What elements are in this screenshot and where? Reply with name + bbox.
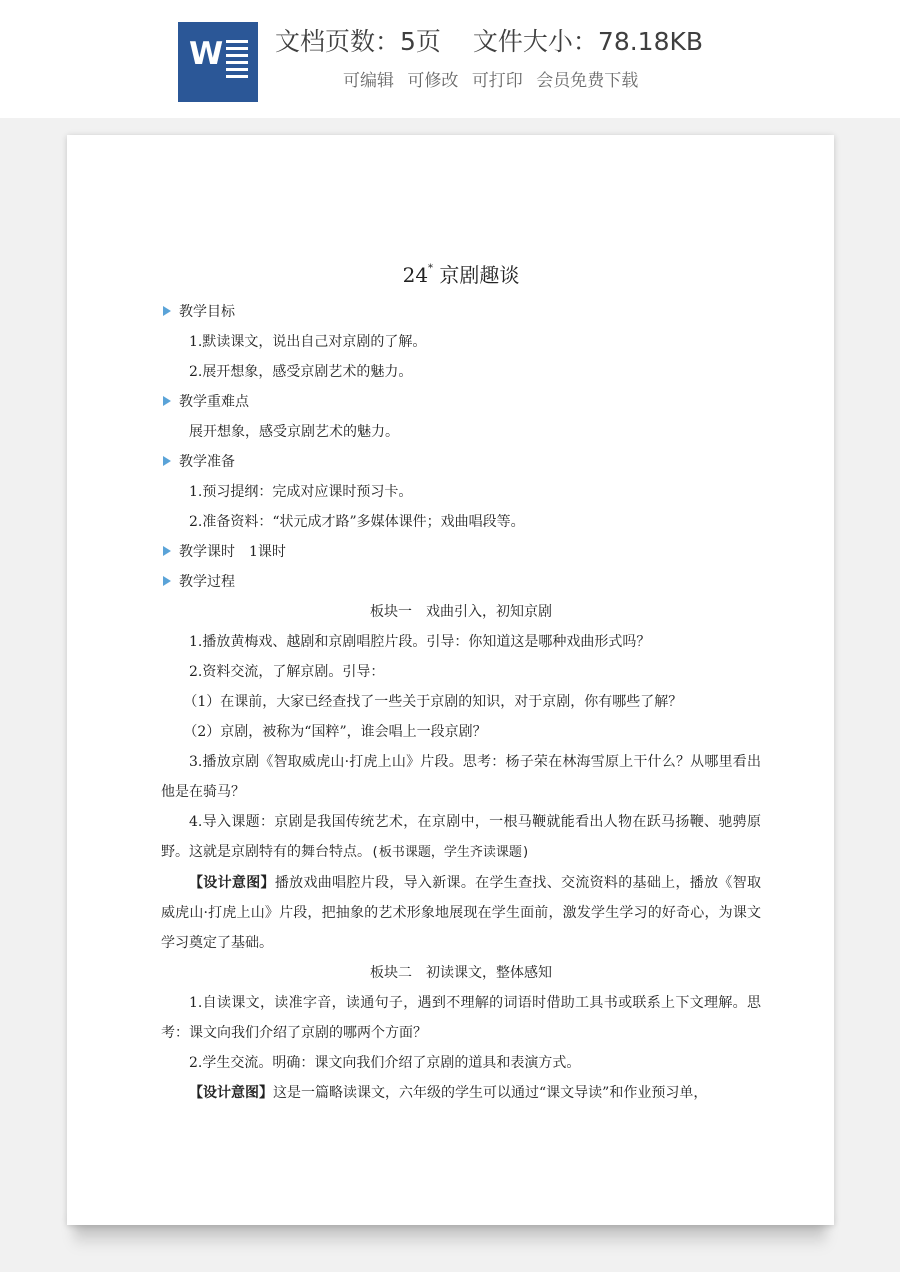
design-intent: 【设计意图】这是一篇略读课文，六年级的学生可以通过“课文导读”和作业预习单， bbox=[189, 1085, 708, 1101]
block-heading-two: 板块二 初读课文，整体感知 bbox=[370, 965, 552, 981]
process-step: 1.自读课文，读准字音，读通句子，遇到不理解的词语时借助工具书或联系上下文理解。思考：课文向我们介绍了京剧的哪两个方面？ bbox=[161, 995, 761, 1041]
section-heading-process: 教学过程 bbox=[161, 567, 761, 597]
file-size-label: 文件大小：78.18KB bbox=[472, 27, 704, 56]
word-letter: W bbox=[189, 36, 224, 72]
feature-list bbox=[343, 66, 646, 91]
process-substep: （1）在课前，大家已经查找了一些关于京剧的知识，对于京剧，你有哪些了解？ bbox=[183, 694, 683, 710]
section-heading-preparation: 教学准备 bbox=[161, 447, 761, 477]
process-substep: （2）京剧，被称为“国粹”，谁会唱上一段京剧？ bbox=[183, 724, 487, 740]
feature-printable: 可打印 bbox=[471, 71, 523, 91]
prep-item: 2.准备资料：“状元成才路”多媒体课件；戏曲唱段等。 bbox=[189, 514, 525, 530]
document-stats bbox=[275, 22, 703, 58]
word-lines-graphic bbox=[226, 40, 248, 84]
page-count-label: 文档页数：5页 bbox=[275, 27, 441, 56]
document-page bbox=[67, 135, 834, 1225]
feature-member-download: 会员免费下载 bbox=[536, 71, 639, 91]
goal-item: 2.展开想象，感受京剧艺术的魅力。 bbox=[189, 364, 413, 380]
design-intent-tag: 【设计意图】 bbox=[189, 1085, 273, 1101]
design-intent: 【设计意图】播放戏曲唱腔片段，导入新课。在学生查找、交流资料的基础上，播放《智取威虎山·打虎上山》片段，把抽象的艺术形象地展现在学生面前，激发学生学习的好奇心，为课文学习奠定了基础。 bbox=[161, 875, 762, 951]
triangle-bullet-icon bbox=[163, 396, 171, 406]
goal-item: 1.默读课文，说出自己对京剧的了解。 bbox=[189, 334, 427, 350]
document-content bbox=[161, 253, 761, 1108]
board-note: (板书课题，学生齐读课题) bbox=[371, 845, 530, 860]
feature-editable: 可编辑 bbox=[343, 71, 394, 91]
design-intent-tag: 【设计意图】 bbox=[189, 875, 275, 891]
process-step: 2.资料交流，了解京剧。引导： bbox=[189, 664, 385, 680]
title-number: 24 bbox=[402, 263, 429, 287]
triangle-bullet-icon bbox=[163, 456, 171, 466]
document-title bbox=[161, 253, 761, 297]
prep-item: 1.预习提纲：完成对应课时预习卡。 bbox=[189, 484, 413, 500]
process-step: 3.播放京剧《智取威虎山·打虎上山》片段。思考：杨子荣在林海雪原上干什么？从哪里看出他是在骑马？ bbox=[161, 754, 761, 800]
title-text: 京剧趣谈 bbox=[433, 263, 520, 287]
feature-modifiable: 可修改 bbox=[407, 71, 459, 91]
document-info-banner bbox=[0, 0, 900, 118]
block-heading-one: 板块一 戏曲引入，初知京剧 bbox=[370, 604, 552, 620]
section-heading-goals: 教学目标 bbox=[161, 297, 761, 327]
process-step: 4.导入课题：京剧是我国传统艺术，在京剧中，一根马鞭就能看出人物在跃马扬鞭、驰骋原野。这就是京剧特有的舞台特点。(板书课题，学生齐读课题) bbox=[161, 814, 761, 860]
section-heading-key-points: 教学重难点 bbox=[161, 387, 761, 417]
process-step: 2.学生交流。明确：课文向我们介绍了京剧的道具和表演方式。 bbox=[189, 1055, 581, 1071]
triangle-bullet-icon bbox=[163, 306, 171, 316]
process-step: 1.播放黄梅戏、越剧和京剧唱腔片段。引导：你知道这是哪种戏曲形式吗？ bbox=[189, 634, 651, 650]
triangle-bullet-icon bbox=[163, 576, 171, 586]
word-document-icon bbox=[178, 22, 258, 102]
key-point-item: 展开想象，感受京剧艺术的魅力。 bbox=[189, 424, 399, 440]
section-heading-periods: 教学课时 1课时 bbox=[161, 537, 761, 567]
triangle-bullet-icon bbox=[163, 546, 171, 556]
title-mark: * bbox=[428, 263, 434, 274]
